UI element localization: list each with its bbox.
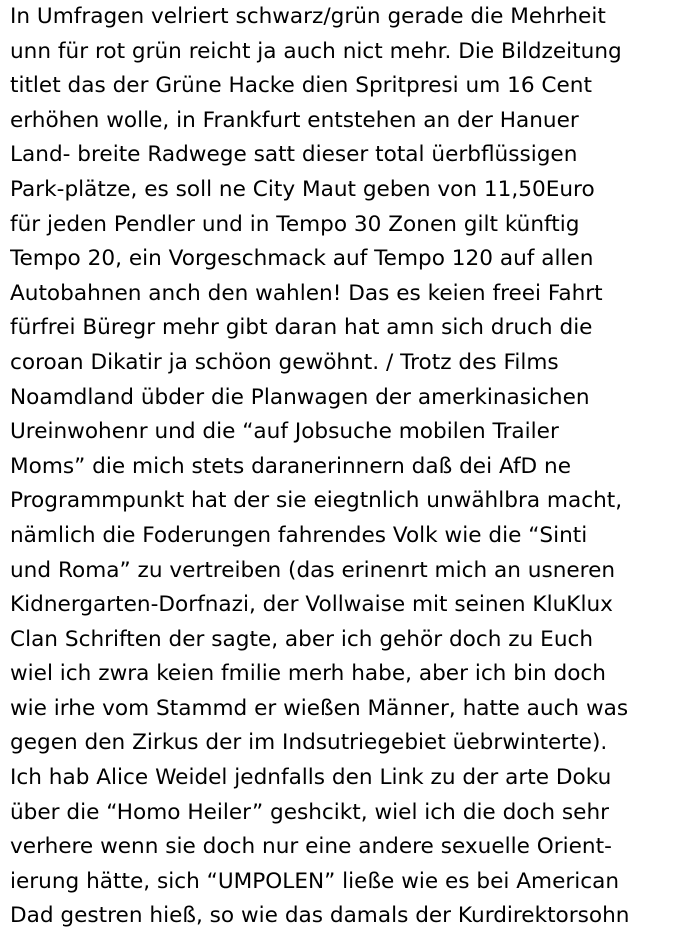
- text-line: Autobahnen anch den wahlen! Das es keien freei Fahrt: [10, 280, 603, 306]
- text-line: Land- breite Radwege satt dieser total üerbflüssigen: [10, 142, 578, 168]
- text-line: Kidnergarten-Dorfnazi, der Vollwaise mit seinen KluKlux: [10, 592, 613, 618]
- text-line: wie irhe vom Stammd er wießen Männer, hatte auch was: [10, 695, 629, 721]
- text-line: Noamdland übder die Planwagen der amerkinasichen: [10, 384, 590, 410]
- text-line: Ureinwohenr und die “auf Jobsuche mobilen Trailer: [10, 419, 559, 445]
- text-line: Park-plätze, es soll ne City Maut geben von 11,50Euro: [10, 176, 595, 202]
- text-line: Dad gestren hieß, so wie das damals der Kurdirektorsohn: [10, 903, 630, 929]
- text-line: Ich hab Alice Weidel jednfalls den Link zu der arte Doku: [10, 765, 612, 791]
- text-line: coroan Dikatir ja schöon gewöhnt. / Trotz des Films: [10, 349, 559, 375]
- document-text: [10, 0, 680, 934]
- text-line: nämlich die Foderungen fahrendes Volk wie die “Sinti: [10, 522, 588, 548]
- text-line: Tempo 20, ein Vorgeschmack auf Tempo 120 auf allen: [10, 246, 594, 272]
- text-line: unn für rot grün reicht ja auch nict mehr. Die Bildzeitung: [10, 38, 622, 64]
- text-line: verhere wenn sie doch nur eine andere sexuelle Orient-: [10, 834, 612, 860]
- text-line: Clan Schriften der sagte, aber ich gehör doch zu Euch: [10, 626, 594, 652]
- text-line: Moms” die mich stets daranerinnern daß dei AfD ne: [10, 453, 572, 479]
- text-line: erhöhen wolle, in Frankfurt entstehen an der Hanuer: [10, 107, 579, 133]
- text-line: fürfrei Büregr mehr gibt daran hat amn sich druch die: [10, 315, 593, 341]
- text-line: für jeden Pendler und in Tempo 30 Zonen gilt künftig: [10, 211, 580, 237]
- text-line: In Umfragen velriert schwarz/grün gerade die Mehrheit: [10, 4, 606, 29]
- text-line: ierung hätte, sich “UMPOLEN” ließe wie es bei American: [10, 868, 620, 894]
- text-line: gegen den Zirkus der im Indsutriegebiet üebrwinterte).: [10, 730, 608, 756]
- text-line: wiel ich zwra keien fmilie merh habe, aber ich bin doch: [10, 661, 606, 687]
- text-line: titlet das der Grüne Hacke dien Spritpresi um 16 Cent: [10, 73, 592, 99]
- text-line: Programmpunkt hat der sie eiegtnlich unwählbra macht,: [10, 488, 623, 514]
- text-line: über die “Homo Heiler” geshcikt, wiel ich die doch sehr: [10, 799, 610, 825]
- text-line: und Roma” zu vertreiben (das erinenrt mich an usneren: [10, 557, 616, 583]
